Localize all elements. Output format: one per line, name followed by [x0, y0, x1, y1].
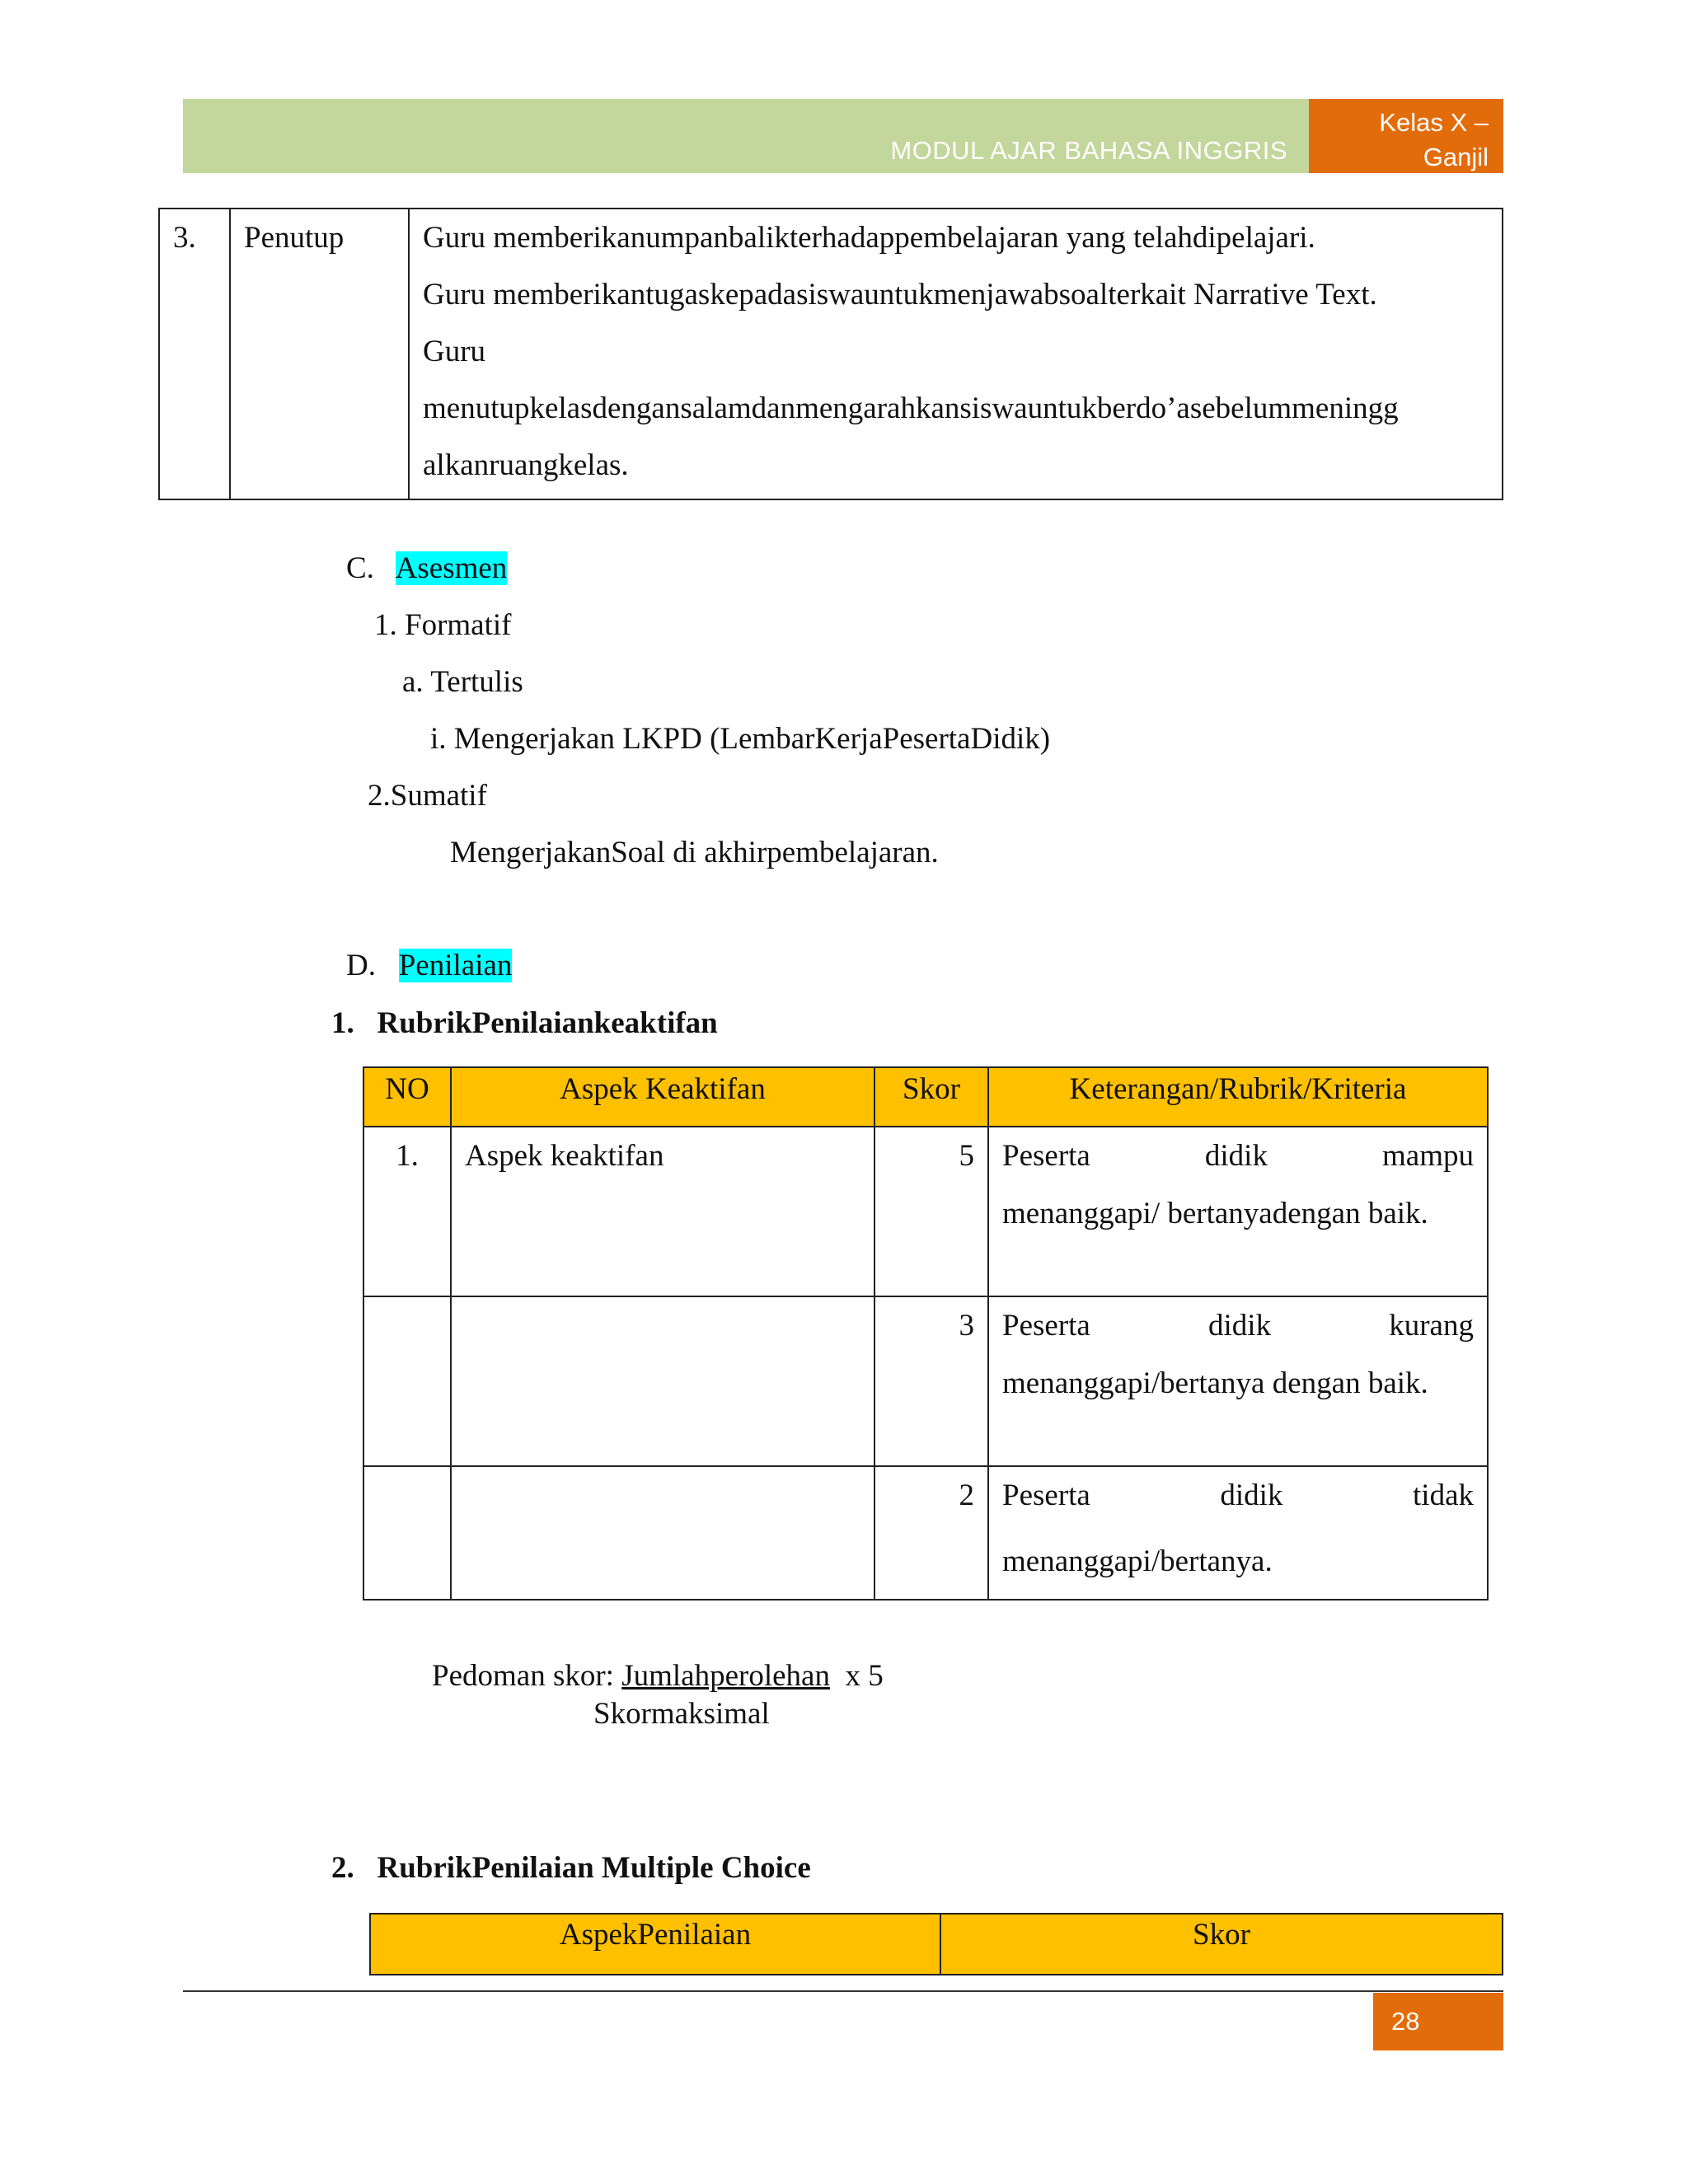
page-number: 28: [1373, 1993, 1503, 2050]
row-number: [363, 1466, 451, 1600]
criteria-line-2: menanggapi/bertanya dengan baik.: [1002, 1366, 1428, 1400]
class-line-1: Kelas X –: [1379, 108, 1489, 137]
formula-label: Pedoman skor:: [432, 1659, 622, 1693]
row-number: [363, 1296, 451, 1466]
column-header: AspekPenilaian: [370, 1914, 940, 1975]
sumatif-item: 2.Sumatif: [368, 779, 487, 813]
section-letter: C.: [346, 551, 374, 585]
criteria-cell: [988, 1127, 1488, 1296]
class-badge: [1309, 99, 1503, 173]
criteria-line-1: [1002, 1297, 1474, 1355]
table-row: [363, 1296, 1488, 1466]
stage-description: [409, 209, 1503, 499]
description-line: Guru memberikantugaskepadasiswauntukmenjawabsoalterkait Narrative Text.: [423, 278, 1377, 312]
score-formula: [432, 1658, 884, 1694]
stage-name: Penutup: [230, 209, 409, 499]
formula-numerator: Jumlahperolehan: [621, 1659, 830, 1693]
module-title: MODUL AJAR BAHASA INGGRIS: [890, 136, 1287, 165]
section-d-heading: [346, 948, 512, 984]
score-cell: 3: [874, 1296, 988, 1466]
column-header: Skor: [940, 1914, 1503, 1975]
column-header: Keterangan/Rubrik/Kriteria: [988, 1067, 1488, 1127]
formula-denominator: Skormaksimal: [593, 1697, 770, 1731]
criteria-word: kurang: [1389, 1309, 1474, 1343]
criteria-line-1: [1002, 1467, 1474, 1525]
criteria-word: didik: [1204, 1139, 1268, 1173]
aspect-cell: [451, 1296, 874, 1466]
formatif-item: 1. Formatif: [374, 608, 512, 642]
table-header-row: [363, 1067, 1488, 1127]
multiple-choice-rubric-table: [369, 1913, 1503, 1975]
criteria-cell: [988, 1466, 1488, 1600]
criteria-word: didik: [1220, 1479, 1283, 1512]
section-title: Penilaian: [398, 949, 513, 982]
criteria-cell: [988, 1296, 1488, 1466]
aspect-cell: Aspek keaktifan: [451, 1127, 874, 1296]
column-header: Aspek Keaktifan: [451, 1067, 874, 1127]
criteria-line-2: menanggapi/bertanya.: [1002, 1544, 1273, 1578]
description-line: Guru memberikanumpanbalikterhadappembelajaran yang telahdipelajari.: [423, 221, 1315, 255]
lkpd-item: i. Mengerjakan LKPD (LembarKerjaPesertaDidik): [430, 722, 1051, 756]
table-header-row: [370, 1914, 1503, 1975]
criteria-word: didik: [1208, 1309, 1272, 1343]
criteria-line-1: [1002, 1127, 1474, 1185]
rubric1-title: 1. RubrikPenilaiankeaktifan: [331, 1006, 718, 1040]
criteria-word: Peserta: [1002, 1139, 1090, 1173]
table-row: [363, 1127, 1488, 1296]
description-line: Guru: [423, 335, 486, 368]
criteria-line-2: menanggapi/ bertanyadengan baik.: [1002, 1197, 1428, 1230]
activity-table: [158, 208, 1503, 500]
score-cell: 5: [874, 1127, 988, 1296]
activity-rubric-table: [363, 1066, 1489, 1601]
column-header: NO: [363, 1067, 451, 1127]
section-letter: D.: [346, 949, 376, 982]
row-number: 3.: [159, 209, 230, 499]
section-c-heading: [346, 551, 507, 587]
formula-multiplier: x 5: [845, 1659, 884, 1693]
table-row: [363, 1466, 1488, 1600]
footer-divider: [183, 1990, 1503, 1992]
sumatif-description: MengerjakanSoal di akhirpembelajaran.: [450, 836, 939, 869]
description-line: alkanruangkelas.: [423, 448, 629, 482]
table-row: [159, 209, 1503, 499]
criteria-word: tidak: [1413, 1479, 1474, 1512]
column-header: Skor: [874, 1067, 988, 1127]
score-cell: 2: [874, 1466, 988, 1600]
tertulis-item: a. Tertulis: [402, 665, 523, 699]
description-line: menutupkelasdengansalamdanmengarahkansiswauntukberdo’asebelummeningg: [423, 391, 1399, 425]
class-line-2: Ganjil: [1423, 143, 1489, 171]
aspect-cell: [451, 1466, 874, 1600]
criteria-word: mampu: [1382, 1139, 1474, 1173]
section-title: Asesmen: [395, 551, 508, 585]
criteria-word: Peserta: [1002, 1309, 1090, 1343]
rubric2-title: 2. RubrikPenilaian Multiple Choice: [331, 1851, 811, 1885]
row-number: 1.: [363, 1127, 451, 1296]
criteria-word: Peserta: [1002, 1479, 1090, 1512]
